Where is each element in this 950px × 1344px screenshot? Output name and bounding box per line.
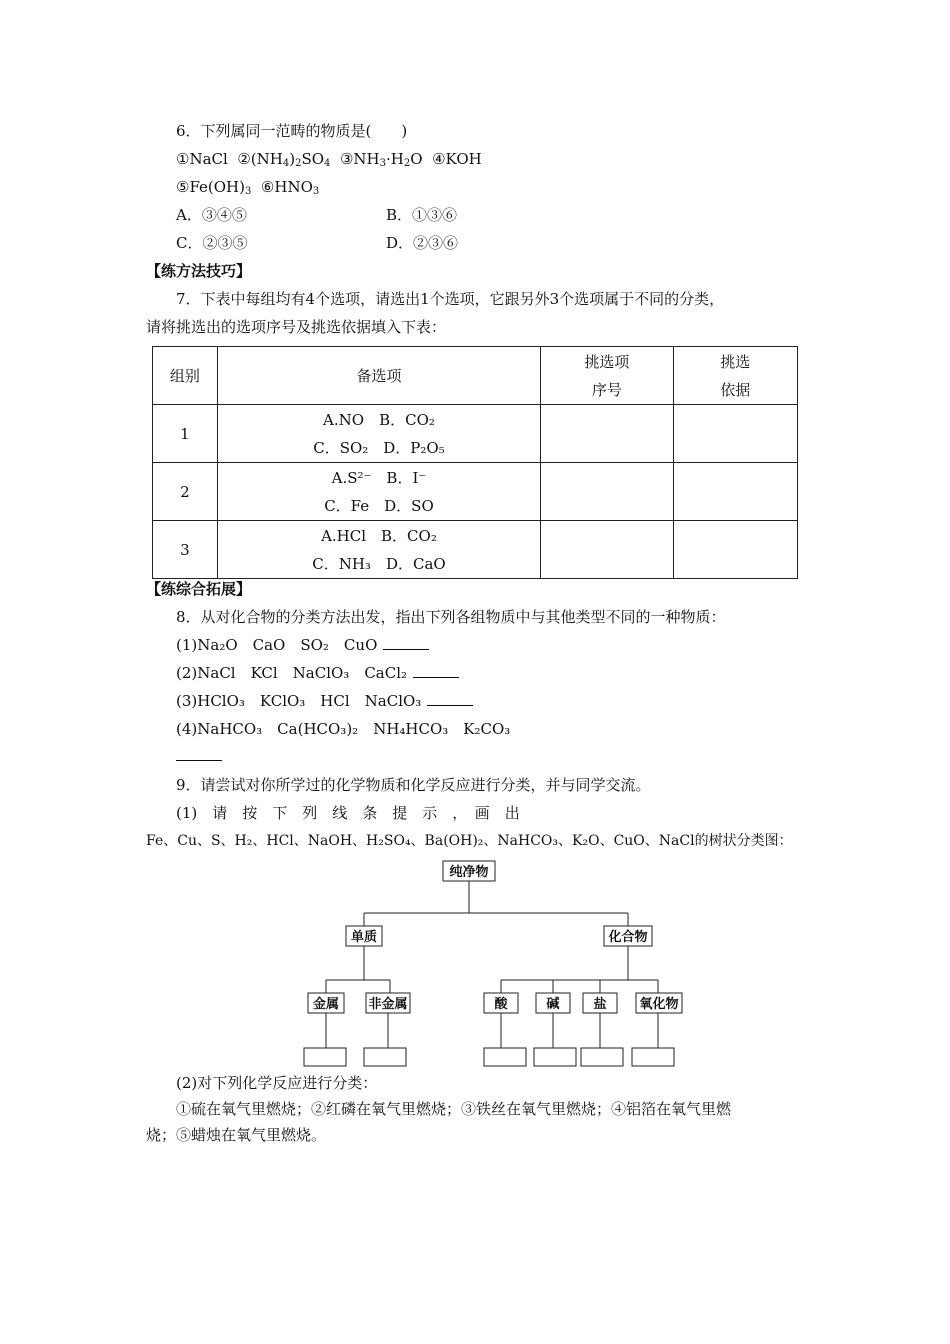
q6-option-a: A．③④⑤ xyxy=(176,206,247,224)
tree-node-base: 碱 xyxy=(546,997,560,1012)
row-group: 2 xyxy=(153,463,218,521)
tree-node-oxide: 氧化物 xyxy=(639,997,679,1012)
tree-node-compounds: 化合物 xyxy=(608,930,648,945)
tree-node-acid: 酸 xyxy=(494,997,508,1012)
tree-answer-box[interactable] xyxy=(364,1048,406,1066)
q6-items-line2: $⑤Fe(OH)_3$ $⑥HNO_3$ xyxy=(176,178,320,197)
q6-option-b: B．①③⑥ xyxy=(386,206,458,224)
tree-node-elements: 单质 xyxy=(350,930,378,945)
answer-blank[interactable] xyxy=(176,760,222,761)
answer-blank[interactable] xyxy=(427,691,473,706)
tree-answer-box[interactable] xyxy=(304,1048,346,1066)
q8-item-2: (2)NaCl KCl NaClO₃ CaCl₂ xyxy=(176,662,459,684)
tree-node-salt: 盐 xyxy=(593,997,607,1012)
q9-part2-line1: ①硫在氧气里燃烧；②红磷在氧气里燃烧；③铁丝在氧气里燃烧；④铝箔在氧气里燃 xyxy=(176,1100,732,1118)
q8-stem: 8．从对化合物的分类方法出发，指出下列各组物质中与其他类型不同的一种物质： xyxy=(176,608,726,626)
row-options: A.NO B．CO₂ C．SO₂ D．P₂O₅ xyxy=(217,405,541,463)
basis-cell[interactable] xyxy=(673,463,797,521)
q8-item-4: (4)NaHCO₃ Ca(HCO₃)₂ NH₄HCO₃ K₂CO₃ xyxy=(176,720,511,738)
q6-items-line1: ①NaCl $②(NH_4)_2SO_4$ $③NH_3\cdot H_2O$ ④KOH xyxy=(176,150,482,169)
q9-stem: 9．请尝试对你所学过的化学物质和化学反应进行分类，并与同学交流。 xyxy=(176,776,651,794)
tree-node-nonmetal: 非金属 xyxy=(368,997,408,1012)
tree-node-root: 纯净物 xyxy=(449,865,489,880)
basis-cell[interactable] xyxy=(673,405,797,463)
q6-stem: 6．下列属同一范畴的物质是( ) xyxy=(176,122,408,140)
table-row xyxy=(153,521,798,579)
tree-answer-box[interactable] xyxy=(632,1048,674,1066)
table-row xyxy=(153,405,798,463)
row-options: A.HCl B．CO₂ C．NH₃ D．CaO xyxy=(217,521,541,579)
pick-cell[interactable] xyxy=(541,521,673,579)
q7-table xyxy=(152,346,798,579)
header-basis: 挑选 依据 xyxy=(673,347,797,405)
q9-part1-line1: (1) 请 按 下 列 线 条 提 示 ， 画 出 xyxy=(176,804,520,822)
q8-item-1: (1)Na₂O CaO SO₂ CuO xyxy=(176,634,429,656)
q8-item-3: (3)HClO₃ KClO₃ HCl NaClO₃ xyxy=(176,690,473,712)
header-pick: 挑选项 序号 xyxy=(541,347,673,405)
tree-answer-box[interactable] xyxy=(484,1048,526,1066)
answer-blank[interactable] xyxy=(383,635,429,650)
header-options: 备选项 xyxy=(217,347,541,405)
basis-cell[interactable] xyxy=(673,521,797,579)
q6-option-d: D．②③⑥ xyxy=(386,234,459,252)
table-row xyxy=(153,463,798,521)
classification-tree xyxy=(298,858,688,1070)
q7-stem-line2: 请将挑选出的选项序号及挑选依据填入下表： xyxy=(146,318,447,336)
pick-cell[interactable] xyxy=(541,463,673,521)
tree-answer-box[interactable] xyxy=(534,1048,576,1066)
section-method-heading: 【练方法技巧】 xyxy=(146,262,252,280)
q9-part2-line2: 烧；⑤蜡烛在氧气里燃烧。 xyxy=(146,1126,327,1144)
answer-blank[interactable] xyxy=(413,663,459,678)
tree-answer-box[interactable] xyxy=(581,1048,623,1066)
section-extend-heading: 【练综合拓展】 xyxy=(146,580,252,598)
q9-part1-line2: Fe、Cu、S、H₂、HCl、NaOH、H₂SO₄、Ba(OH)₂、NaHCO₃、K₂O、CuO、NaCl的树状分类图： xyxy=(146,833,793,849)
q9-part2-title: (2)对下列化学反应进行分类： xyxy=(176,1074,378,1092)
tree-node-metal: 金属 xyxy=(312,997,340,1012)
pick-cell[interactable] xyxy=(541,405,673,463)
q6-option-c: C．②③⑤ xyxy=(176,234,248,252)
row-group: 1 xyxy=(153,405,218,463)
row-group: 3 xyxy=(153,521,218,579)
q7-stem-line1: 7．下表中每组均有4个选项，请选出1个选项，它跟另外3个选项属于不同的分类， xyxy=(176,290,725,308)
header-group: 组别 xyxy=(153,347,218,405)
row-options: A.S²⁻ B．I⁻ C．Fe D．SO xyxy=(217,463,541,521)
